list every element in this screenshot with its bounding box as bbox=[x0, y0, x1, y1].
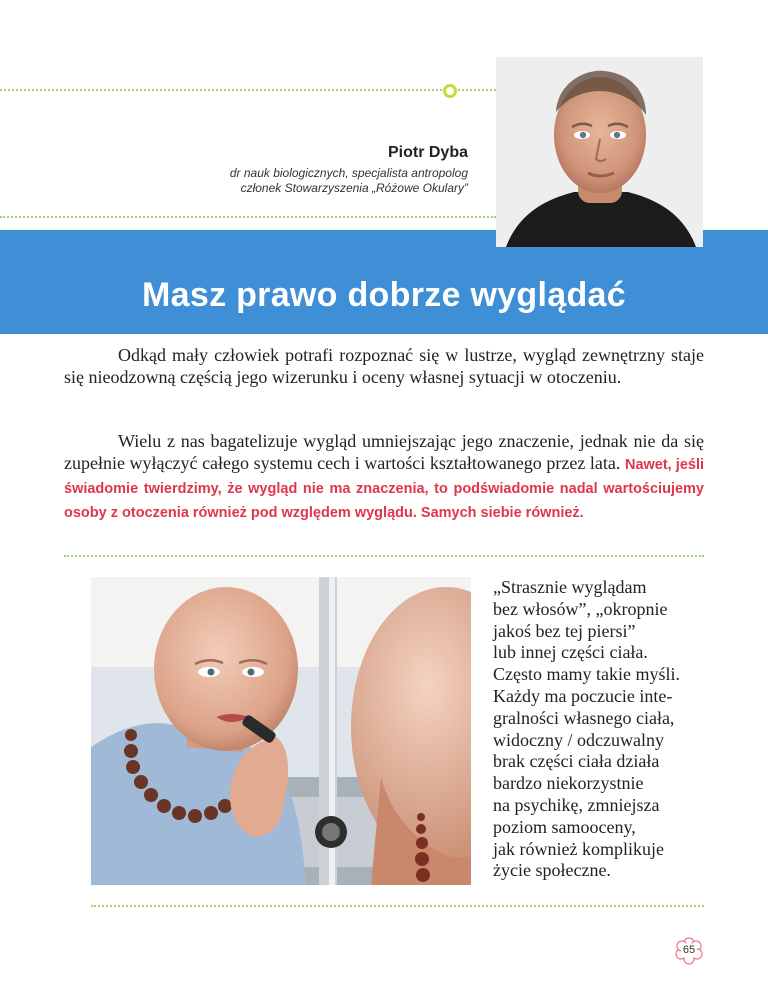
page-number-badge bbox=[675, 937, 703, 965]
middle-dotted-divider bbox=[64, 555, 704, 557]
paragraph-2-emphasis: Nawet, jeśli świadomie twierdzimy, że wygląd nie ma znaczenia, to podświadomie nadal wartościujemy osoby z otoczenia również pod względem wyglądu. Samych siebie również. bbox=[64, 457, 705, 521]
accent-ring-icon bbox=[443, 84, 457, 98]
top-dotted-divider-right bbox=[458, 89, 496, 91]
woman-mirror-photo bbox=[91, 577, 471, 885]
author-role-line-2: członek Stowarzyszenia „Różowe Okulary” bbox=[240, 181, 468, 195]
article-title: Masz prawo dobrze wyglądać bbox=[142, 276, 626, 314]
mirror-scene-illustration bbox=[91, 577, 471, 885]
portrait-illustration bbox=[496, 57, 703, 247]
author-portrait-photo bbox=[496, 57, 703, 247]
author-dotted-divider bbox=[0, 216, 496, 218]
side-text: „Strasznie wyglądam bez włosów”, „okropnie jakoś bez tej piersi” lub innej części ciała. Często mamy takie myśli. Każdy ma poczucie inte- gralności własnego ciała, widoczny / odczuwalny brak części ciała działa bardzo niekorzystnie na psychikę, zmniejsza poziom samooceny, jak również komplikuje życie społeczne. bbox=[493, 577, 680, 881]
page-number: 65 bbox=[682, 944, 696, 956]
author-name: Piotr Dyba bbox=[387, 144, 468, 161]
paragraph-1: Odkąd mały człowiek potrafi rozpoznać się w lustrze, wygląd zewnętrzny staje się nieodzowną częścią jego wizerunku i oceny własnej sytuacji w otoczeniu. bbox=[64, 345, 704, 387]
paragraph-2 bbox=[64, 430, 704, 524]
bottom-dotted-divider bbox=[91, 905, 704, 907]
author-role-line-1: dr nauk biologicznych, specjalista antropolog bbox=[229, 166, 468, 180]
top-dotted-divider bbox=[0, 89, 446, 91]
author-block bbox=[230, 144, 468, 196]
paragraph-2-text: Wielu z nas bagatelizuje wygląd umniejszając jego znaczenie, jednak nie da się zupełnie wyłączyć całego systemu cech i wartości kształtowanego przez lata. bbox=[64, 431, 704, 473]
